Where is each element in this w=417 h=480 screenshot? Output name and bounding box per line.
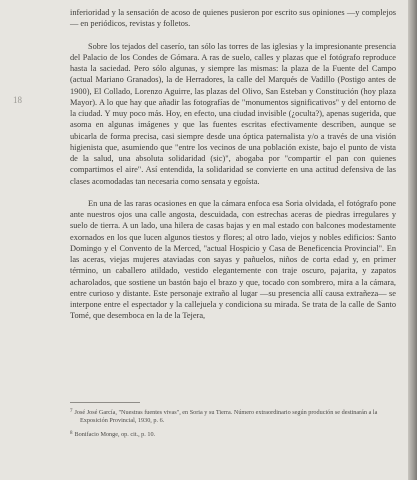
footnote-1 [70,408,396,426]
footnote-divider [70,402,140,403]
paragraph-3: En una de las raras ocasiones en que la cámara enfoca esa Soria olvidada, el fotógrafo pone ante nuestros ojos una calle angosta, descuidada, con estrechas aceras de piedras irregulares y suelo de tierra. A un lado, una hilera de casas bajas y en mal estado con balcones modestamente exornados en los que lucen algunos tiestos y flores; al otro lado, viejos y nobles edificios: Santo Domingo y el Convento de la Merced, "actual Hospicio y Casa de Beneficencia Provincial". En las aceras, viejas mujeres ataviadas con sayas y pañuelos, niños de corta edad y, en primer término, un caballero atildado, vestido elegantemente con traje oscuro, pajarita, y zapatos acharolados, que sostiene un bastón bajo el brazo y que, tocado con sombrero, mira a la cámara, entre curioso y distante. Este personaje extraño al lugar —su presencia allí causa extrañeza— se interpone entre el espectador y la callejuela y condiciona su mirada. Se trata de la calle de Santo Tomé, que desemboca en la de la Tejera, [70,198,396,321]
footnotes [70,408,396,443]
body-text [70,7,396,322]
footnote-2 [70,430,396,439]
footnote-2-number: 8 [70,430,73,436]
margin-page-number: 18 [13,95,22,105]
paragraph-2: Sobre los tejados del caserío, tan sólo las torres de las iglesias y la impresionante presencia del Palacio de los Condes de Gómara. A ras de suelo, calles y plazas que el fotógrafo reproduce hasta la saciedad. Pero sólo algunas, y siempre las mismas: la plaza de la Fuente del Campo (actual Mariano Granados), la de Herradores, la calle del Marqués de Vadillo (Postigo antes de 1900), El Collado, Lorenzo Aguirre, las plazas del Olivo, San Esteban y Constitución (hoy plaza Mayor). A lo que hay que añadir las fotografías de "monumentos significativos" y del entorno de la ciudad. Y muy poco más. Hoy, en efecto, una ciudad invisible (¿oculta?), apenas sugerida, que asoma en algunas imágenes y que las fuentes escritas efectivamente describen, aunque se ubicarla de forma precisa, casi siempre desde una óptica paternalista y/o a través de una visión higienista que, asumiendo que "entre los vecinos de una población existe, bajo el punto de vista de la salud, una absoluta solidaridad (sic)", abogaba por "compartir el pan con quienes compartimos el aire". Así entendida, la solidaridad se convierte en una actitud defensiva de las clases acomodadas tan necesaria como sensata y egoísta. [70,41,396,186]
footnote-1-number: 7 [70,409,73,414]
paragraph-1: inferioridad y la sensación de acoso de quienes pusieron por escrito sus opiniones —y complejos— en periódicos, revistas y folletos. [70,8,396,29]
book-spine [408,0,417,480]
footnote-2-text: Bonifacio Monge, op. cit., p. 10. [74,430,156,438]
footnote-1-text: José José García, "Nuestras fuentes vivas", en Soria y su Tierra. Número extraordinario según produción se destinarán a la Exposición Provincial, 1930, p. 6. [74,409,378,425]
